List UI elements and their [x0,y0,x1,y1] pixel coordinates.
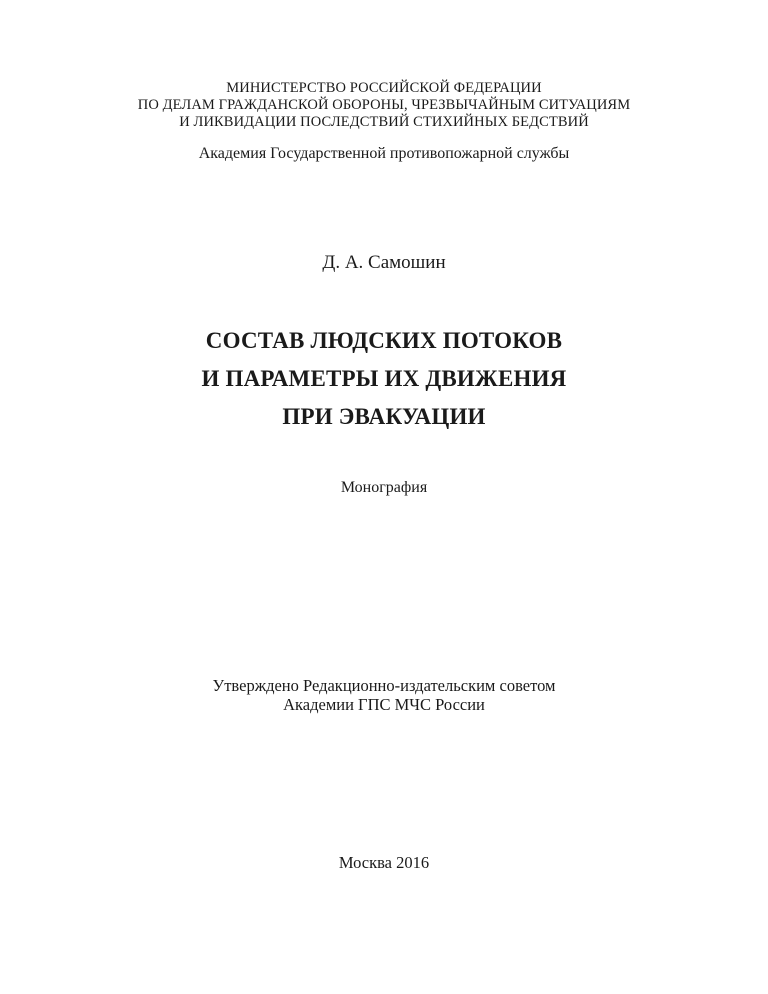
book-title-line-2: И ПАРАМЕТРЫ ИХ ДВИЖЕНИЯ [201,366,567,391]
publication-imprint: Москва 2016 [338,853,430,872]
ministry-line-2: ПО ДЕЛАМ ГРАЖДАНСКОЙ ОБОРОНЫ, ЧРЕЗВЫЧАЙНЫМ СИТУАЦИЯМ [137,97,631,113]
book-genre: Монография [340,479,428,496]
ministry-line-1: МИНИСТЕРСТВО РОССИЙСКОЙ ФЕДЕРАЦИИ [226,80,542,96]
author-name: Д. А. Самошин [322,252,446,273]
book-title-line-1: СОСТАВ ЛЮДСКИХ ПОТОКОВ [205,328,563,353]
ministry-line-3: И ЛИКВИДАЦИИ ПОСЛЕДСТВИЙ СТИХИЙНЫХ БЕДСТВИЙ [179,114,589,130]
approval-line-2: Академии ГПС МЧС России [283,695,485,714]
approval-line-1: Утверждено Редакционно-издательским советом [212,676,556,695]
academy-name: Академия Государственной противопожарной службы [198,145,570,162]
book-title-line-3: ПРИ ЭВАКУАЦИИ [282,404,486,429]
